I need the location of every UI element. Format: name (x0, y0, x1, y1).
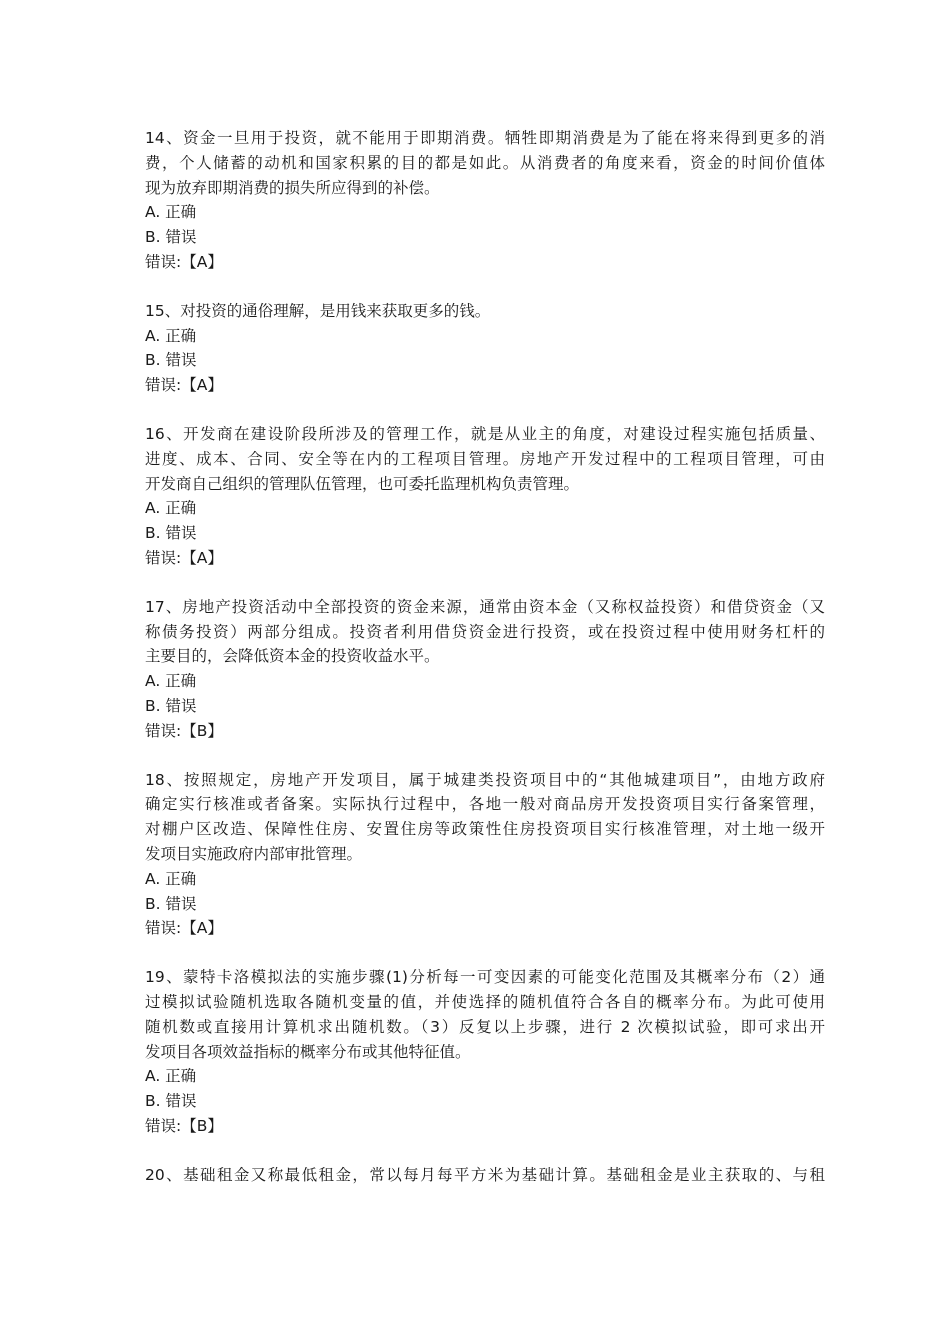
question-text (145, 299, 825, 324)
option-a: A. 正确 (145, 869, 197, 888)
answer-label: 错误:【B】 (145, 1116, 223, 1135)
answer-label: 错误:【A】 (145, 376, 223, 395)
option-b: B. 错误 (145, 1092, 197, 1111)
question-16 (145, 422, 825, 571)
answer-label: 错误:【B】 (145, 721, 223, 740)
option-b: B. 错误 (145, 351, 197, 370)
option-a: A. 正确 (145, 326, 197, 345)
question-20 (145, 1163, 825, 1188)
question-line: 开发商自己组织的管理队伍管理，也可委托监理机构负责管理。 (145, 474, 580, 493)
question-list (145, 126, 825, 1211)
question-line: 随机数或直接用计算机求出随机数。（3）反复以上步骤，进行 2 次模拟试验，即可求出开 (145, 1017, 825, 1036)
answer-label: 错误:【A】 (145, 919, 223, 938)
question-text (145, 965, 825, 1064)
question-line: 18、按照规定，房地产开发项目，属于城建类投资项目中的“其他城建项目”，由地方政府 (145, 770, 825, 789)
question-line: 20、基础租金又称最低租金，常以每月每平方米为基础计算。基础租金是业主获取的、与租 (145, 1165, 825, 1184)
question-text (145, 126, 825, 200)
question-line: 确定实行核准或者备案。实际执行过程中，各地一般对商品房开发投资项目实行备案管理， (145, 795, 825, 814)
question-line: 14、资金一旦用于投资，就不能用于即期消费。牺牲即期消费是为了能在将来得到更多的消 (145, 129, 825, 147)
answer-label: 错误:【A】 (145, 252, 223, 271)
answer-label: 错误:【A】 (145, 548, 223, 567)
question-line: 15、对投资的通俗理解，是用钱来获取更多的钱。 (145, 301, 491, 320)
question-line: 过模拟试验随机选取各随机变量的值，并使选择的随机值符合各自的概率分布。为此可使用 (145, 992, 825, 1011)
option-a: A. 正确 (145, 499, 197, 518)
question-line: 发项目实施政府内部审批管理。 (145, 844, 363, 863)
question-line: 称债务投资）两部分组成。投资者利用借贷资金进行投资，或在投资过程中使用财务杠杆的 (145, 622, 825, 641)
question-text (145, 422, 825, 496)
option-b: B. 错误 (145, 894, 197, 913)
question-line: 主要目的，会降低资本金的投资收益水平。 (145, 647, 440, 666)
question-line: 进度、成本、合同、安全等在内的工程项目管理。房地产开发过程中的工程项目管理，可由 (145, 449, 825, 468)
question-17 (145, 595, 825, 744)
option-b: B. 错误 (145, 228, 197, 247)
question-15 (145, 299, 825, 398)
question-14 (145, 126, 825, 275)
question-text (145, 1163, 825, 1188)
question-18 (145, 768, 825, 942)
question-line: 19、蒙特卡洛模拟法的实施步骤(1)分析每一可变因素的可能变化范围及其概率分布（2）通 (145, 968, 825, 987)
option-a: A. 正确 (145, 1067, 197, 1086)
question-text (145, 595, 825, 669)
question-line: 现为放弃即期消费的损失所应得到的补偿。 (145, 178, 440, 197)
option-b: B. 错误 (145, 696, 197, 715)
question-line: 17、房地产投资活动中全部投资的资金来源，通常由资本金（又称权益投资）和借贷资金（又 (145, 597, 825, 616)
question-text (145, 768, 825, 867)
option-a: A. 正确 (145, 203, 197, 222)
question-19 (145, 965, 825, 1139)
question-line: 16、开发商在建设阶段所涉及的管理工作，就是从业主的角度，对建设过程实施包括质量、 (145, 424, 825, 443)
question-line: 费，个人储蓄的动机和国家积累的目的都是如此。从消费者的角度来看，资金的时间价值体 (145, 153, 825, 172)
question-line: 对棚户区改造、保障性住房、安置住房等政策性住房投资项目实行核准管理，对土地一级开 (145, 820, 825, 839)
option-a: A. 正确 (145, 672, 197, 691)
question-line: 发项目各项效益指标的概率分布或其他特征值。 (145, 1042, 471, 1061)
option-b: B. 错误 (145, 524, 197, 543)
